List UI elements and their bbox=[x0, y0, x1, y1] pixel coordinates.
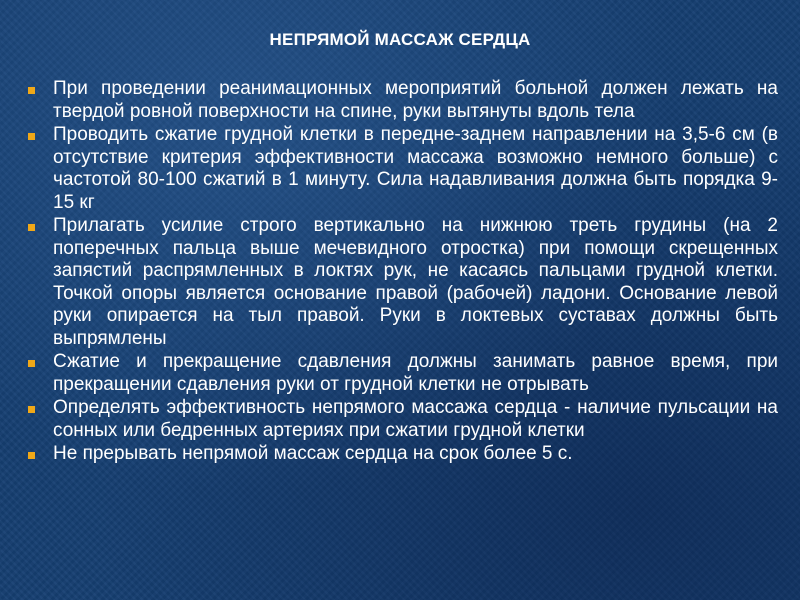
bullet-text: Сжатие и прекращение сдавления должны занимать равное время, при прекращении сдавления руки от грудной клетки не отрывать bbox=[53, 351, 778, 395]
square-bullet-icon bbox=[28, 406, 35, 413]
square-bullet-icon bbox=[28, 452, 35, 459]
square-bullet-icon bbox=[28, 133, 35, 140]
bullet-text: Определять эффективность непрямого массажа сердца - наличие пульсации на сонных или бедренных артериях при сжатии грудной клетки bbox=[53, 397, 778, 441]
bullet-list bbox=[26, 78, 778, 467]
bullet-text: При проведении реанимационных мероприятий больной должен лежать на твердой ровной поверхности на спине, руки вытянуты вдоль тела bbox=[53, 78, 778, 122]
bullet-item bbox=[26, 215, 778, 350]
slide-title: НЕПРЯМОЙ МАССАЖ СЕРДЦА bbox=[269, 30, 531, 49]
bullet-item bbox=[26, 124, 778, 214]
bullet-text: Прилагать усилие строго вертикально на нижнюю треть грудины (на 2 поперечных пальца выше мечевидного отростка) при помощи скрещенных запястий распрямленных в локтях рук, не касаясь пальцами грудной клетки. Точкой опоры является основание правой (рабочей) ладони. Основание левой руки опирается на тыл правой. Руки в локтевых суставах должны быть выпрямлены bbox=[53, 215, 778, 349]
square-bullet-icon bbox=[28, 224, 35, 231]
bullet-text: Не прерывать непрямой массаж сердца на срок более 5 с. bbox=[53, 443, 573, 464]
square-bullet-icon bbox=[28, 360, 35, 367]
square-bullet-icon bbox=[28, 87, 35, 94]
bullet-text: Проводить сжатие грудной клетки в передне-заднем направлении на 3,5-6 см (в отсутствие критерия эффективности массажа возможно немного больше) с частотой 80-100 сжатий в 1 минуту. Сила надавливания должна быть порядка 9-15 кг bbox=[53, 124, 778, 213]
bullet-item bbox=[26, 351, 778, 396]
bullet-item bbox=[26, 78, 778, 123]
bullet-item bbox=[26, 397, 778, 442]
bullet-item bbox=[26, 443, 778, 466]
